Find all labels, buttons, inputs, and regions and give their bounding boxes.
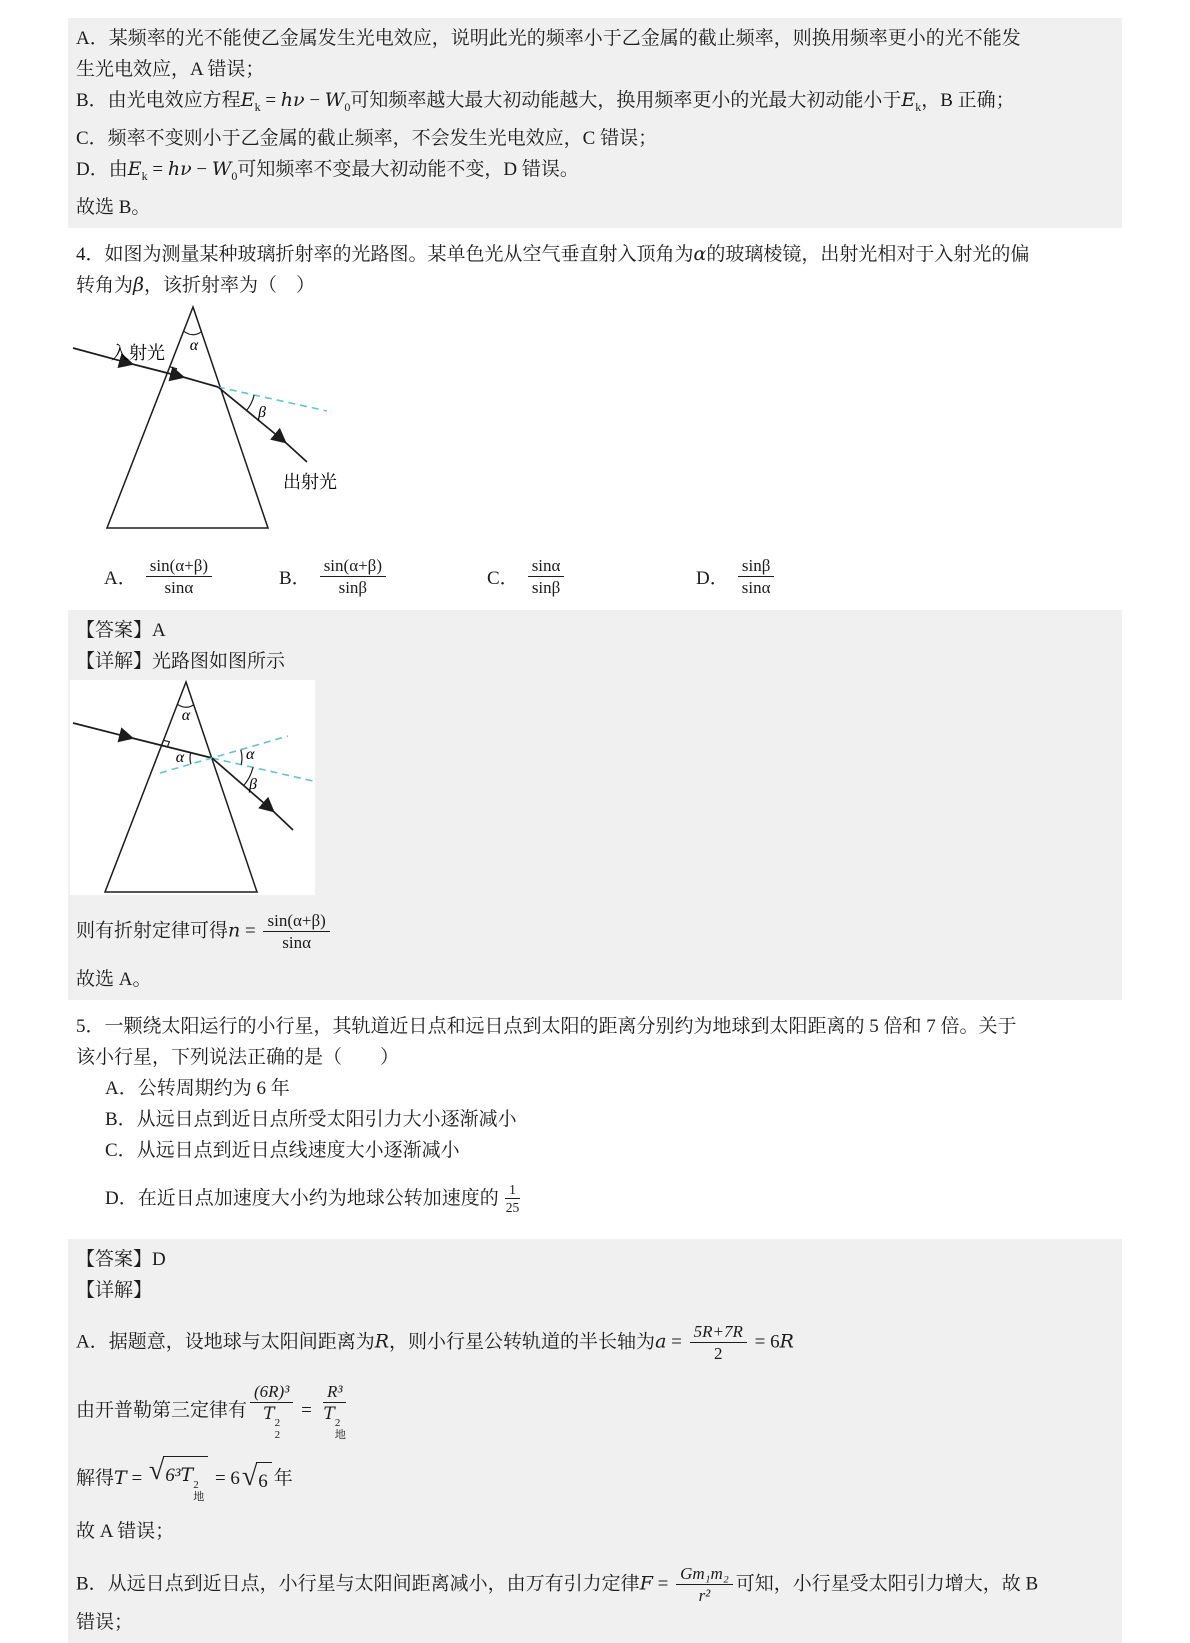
fraction: (6R)³ T 2 2 [250,1381,293,1443]
var-Ek: E [240,89,255,111]
option-c: C．从远日点到近日点线速度大小逐渐减小 [105,1139,460,1161]
prism-outline [107,307,268,528]
document-page [0,18,1190,1633]
undeviated-dashed-line [218,387,327,411]
semi-major-axis-line: A．据题意，设地球与太阳间距离为R，则小行星公转轨道的半长轴为a = $\frac{5R+7R}{2}$ = 6R [76,1321,794,1364]
detail-tag: 【详解】 [76,1279,153,1301]
square-root: √ 6³T 2 地 [149,1456,208,1503]
answer-block-q3 [68,18,1122,228]
question-5 [68,1006,1122,1229]
gravitation-law-line: B．从远日点到近日点，小行星与太阳间距离减小，由万有引力定律F = $\frac{\text{Gm₁m₂}}{\text{r²}}$ 可知，小行星受太阳引力增大，故 B 错误； [76,1563,1039,1633]
option-c-explanation: C．频率不变则小于乙金属的截止频率，不会发生光电效应，C 错误； [76,127,658,149]
fraction: $\frac{5R+7R}{2}$ [690,1321,747,1365]
var-hnu: hν [280,89,305,111]
period-solution-line: 解得T = √ 6³T 2 地 = 6 √ 6 年 [76,1455,293,1503]
detail-line: 【详解】光路图如图所示 [76,650,286,672]
beta-label: β [258,403,266,421]
answer-tag: 【答案】 [76,1248,153,1270]
alpha-label: α [189,336,199,354]
option-b: B． $\frac{\sin(\alpha+\beta)}{\sin\beta}$ [279,555,487,599]
option-a-verdict: 故 A 错误； [76,1520,175,1542]
question-4-options [76,549,1114,605]
option-c: C． $\frac{\sin\alpha}{\sin\beta}$ [487,555,696,599]
option-d: D． $\frac{\sin\beta}{\sin\alpha}$ [696,555,777,599]
undeviated-dashed-line [212,758,313,781]
question-4 [68,234,1122,610]
fraction: $\frac{\sin(\alpha+\beta)}{\sin\alpha}$ [263,910,329,954]
prism-light-path-diagram [70,305,370,545]
fraction: $\frac{\sin(\alpha+\beta)}{\sin\beta}$ [320,555,386,599]
outer-alpha-label: α [246,745,255,763]
answer-block-q4 [68,610,1122,1000]
answer-value: D [152,1248,166,1270]
incident-ray [73,723,132,738]
kepler-third-law-line: 由开普勒第三定律有 (6R)³ T 2 2 = R³ T 2 地 [76,1381,1114,1443]
fraction: R³ T 2 地 [323,1381,346,1441]
prism-answer-figure-box [70,680,315,895]
option-d: D．在近日点加速度大小约为地球公转加速度的 $\frac{1}{25}$ [105,1174,1114,1224]
var-n: n [228,919,241,941]
incident-light-label: 入射光 [111,342,165,363]
fraction: $\frac{\sin\alpha}{\sin\beta}$ [528,555,565,599]
exit-ray [218,387,285,442]
option-a: A．公转周期约为 6 年 [105,1077,290,1099]
fraction: $\frac{\text{Gm₁m₂}}{\text{r²}}$ [676,1563,733,1607]
answer-tag: 【答案】 [76,619,153,641]
incidence-angle-arc [190,752,191,764]
refraction-law-formula: 则有折射定律可得n = $\frac{\sin(\alpha+\beta)}{\sin\alpha}$ [76,910,1114,954]
fraction: $\frac{\sin\beta}{\sin\alpha}$ [738,555,775,599]
option-a: A． $\frac{\sin(\alpha+\beta)}{\sin\alpha}$ [104,555,279,599]
option-a-explanation: A．某频率的光不能使乙金属发生光电效应，说明此光的频率小于乙金属的截止频率，则换用频率更小的光不能发 生光电效应，A 错误； [76,28,1021,80]
beta-label: β [249,775,257,793]
exit-light-label: 出射光 [283,471,337,492]
refraction-angle-arc [241,749,242,764]
detail-tag: 【详解】 [76,650,153,672]
option-b-explanation: B．由光电效应方程$E_k = h\nu - W_0$可知频率越大最大初动能越大，换用频率更小的光最大初动能小于$E_k$，B 正确； [76,89,1015,114]
fraction: $\frac{1}{25}$ [505,1181,520,1216]
answer-block-q5 [68,1239,1122,1643]
option-b: B．从远日点到近日点所受太阳引力大小逐渐减小 [105,1108,517,1130]
answer-choice-line: 故选 A。 [76,968,152,990]
prism-refraction-solution-diagram [70,680,315,895]
question-5-text: 5．一颗绕太阳运行的小行星，其轨道近日点和远日点到太阳的距离分别约为地球到太阳距离的 5 倍和 7 倍。关于 该小行星，下列说法正确的是（ ） [76,1015,1017,1068]
apex-alpha-label: α [181,706,191,724]
answer-value: A [152,619,166,641]
answer-choice-line: 故选 B。 [76,196,151,218]
var-W0: W [324,89,345,111]
beta-angle-arc [246,395,254,411]
square-root: √ 6 [242,1462,272,1497]
apex-angle-arc [184,331,202,335]
fraction: $\frac{\sin(\alpha+\beta)}{\sin\alpha}$ [146,555,212,599]
question-4-text: 4．如图为测量某种玻璃折射率的光路图。某单色光从空气垂直射入顶角为α的玻璃棱镜，出射光相对于入射光的偏 转角为β，该折射率为（ ） [76,242,1030,296]
answer-line [76,615,1114,646]
detail-line [76,1275,1114,1306]
answer-line [76,1244,1114,1275]
inner-alpha-label: α [175,748,185,766]
option-d-explanation: D．由$E_k = h\nu - W_0$可知频率不变最大初动能不变，D 错误。 [76,157,579,183]
